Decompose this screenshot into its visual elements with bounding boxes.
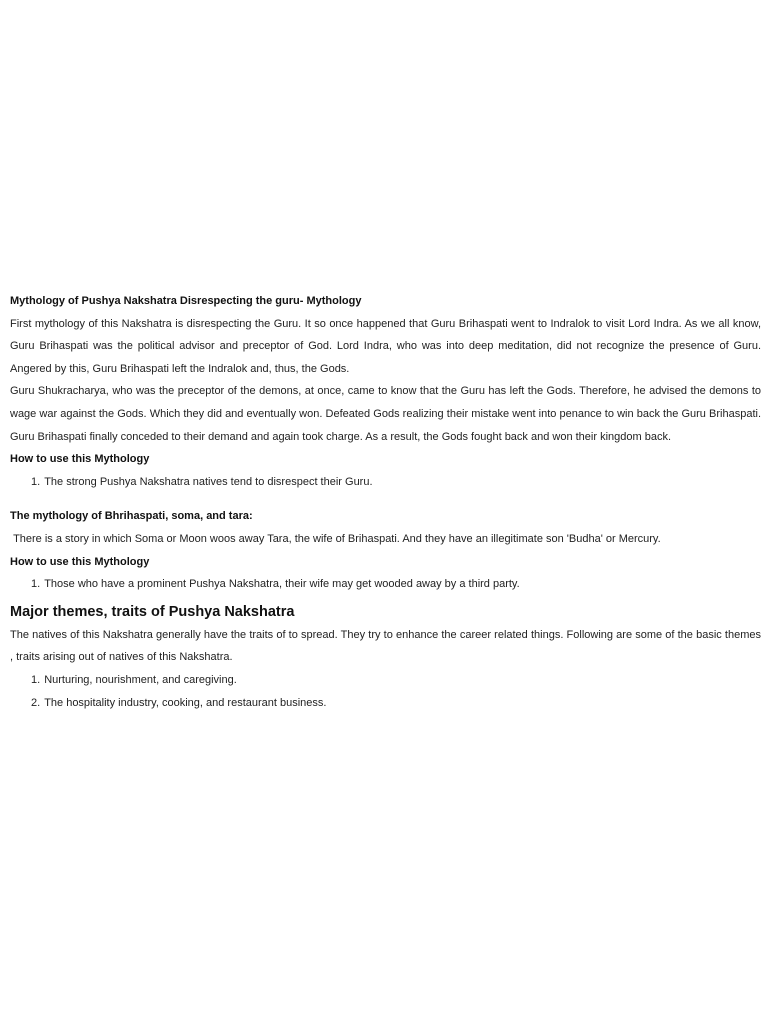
numbered-list: [10, 471, 761, 494]
list-item-number: 2.: [31, 696, 41, 709]
section-heading-disrespecting-guru: Mythology of Pushya Nakshatra Disrespecting the guru- Mythology: [10, 295, 362, 307]
numbered-list: [10, 573, 761, 596]
list-item-text: Nurturing, nourishment, and caregiving.: [44, 673, 237, 686]
list-item-number: 1.: [31, 475, 41, 488]
numbered-list: [10, 669, 761, 714]
subheading-how-to-use: How to use this Mythology: [10, 555, 150, 568]
list-item-number: 1.: [31, 673, 41, 686]
list-item: [10, 471, 761, 494]
list-item-text: The hospitality industry, cooking, and restaurant business.: [44, 696, 327, 709]
paragraph-natives-traits: The natives of this Nakshatra generally have the traits of to spread. They try to enhance the career related things. Following are some of the basic themes , traits arising out of natives of this Nakshatra.: [10, 628, 761, 664]
subheading-how-to-use: How to use this Mythology: [10, 453, 150, 466]
list-item-text: Those who have a prominent Pushya Nakshatra, their wife may get wooded away by a third party.: [44, 578, 520, 591]
paragraph-guru-indralok: First mythology of this Nakshatra is disrespecting the Guru. It so once happened that Guru Brihaspati went to Indralok to visit Lord Indra. As we all know, Guru Brihaspati was the political advisor and preceptor of God. Lord Indra, who was into deep meditation, did not recognize the presence of Guru. Angered by this, Guru Brihaspati left the Indralok and, thus, the Gods.: [10, 317, 761, 375]
list-item: [10, 692, 761, 715]
list-item-number: 1.: [31, 578, 41, 591]
spacer: [10, 493, 761, 505]
paragraph-soma-tara: There is a story in which Soma or Moon woos away Tara, the wife of Brihaspati. And they have an illegitimate son 'Budha' or Mercury.: [10, 532, 661, 545]
list-item: [10, 573, 761, 596]
section-heading-major-themes: Major themes, traits of Pushya Nakshatra: [10, 603, 295, 620]
document-body: [10, 290, 761, 714]
section-heading-bhrihaspati-soma-tara: The mythology of Bhrihaspati, soma, and tara:: [10, 510, 253, 523]
paragraph-shukracharya: Guru Shukracharya, who was the preceptor of the demons, at once, came to know that the Guru has left the Gods. Therefore, he advised the demons to wage war against the Gods. Which they did and eventually won. Defeated Gods realizing their mistake went into penance to win back the Guru Brihaspati. Guru Brihaspati finally conceded to their demand and again took charge. As a result, the Gods fought back and won their kingdom back.: [10, 385, 761, 443]
list-item-text: The strong Pushya Nakshatra natives tend to disrespect their Guru.: [44, 475, 373, 488]
list-item: [10, 669, 761, 692]
